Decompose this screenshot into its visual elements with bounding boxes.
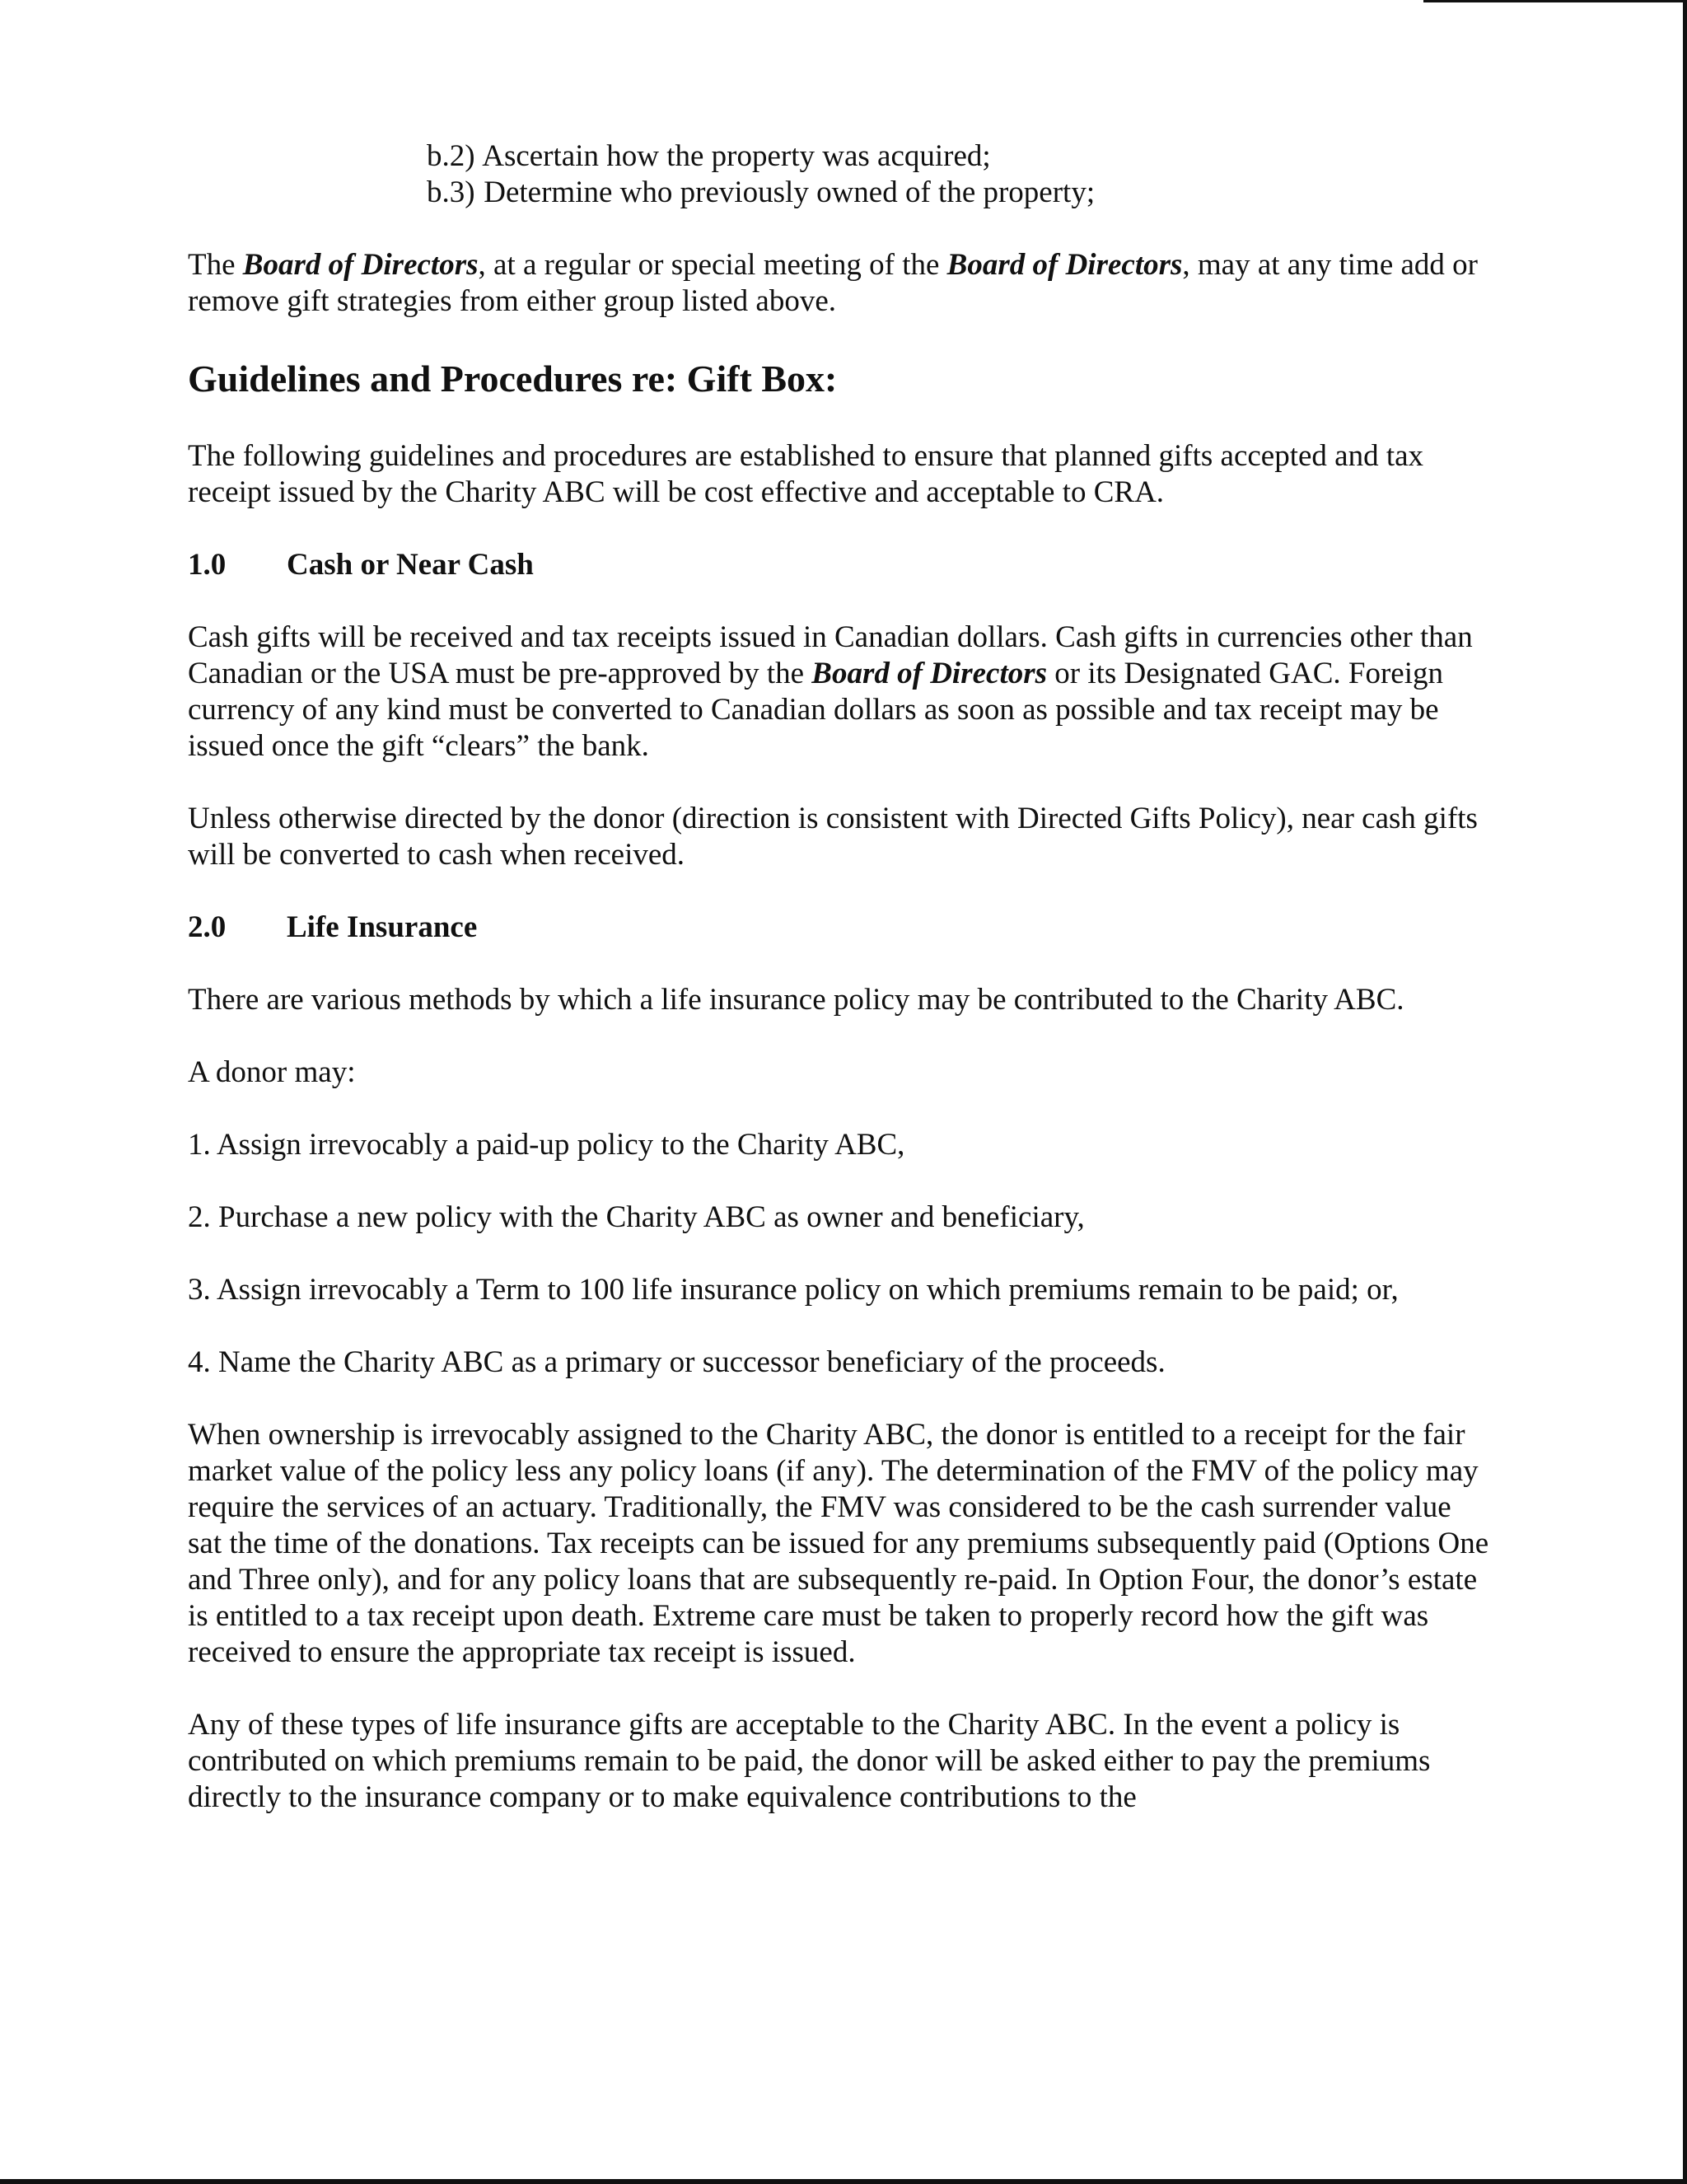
list-item-label: b.3) xyxy=(427,175,475,209)
text-run: , at a regular or special meeting of the xyxy=(478,248,947,282)
board-of-directors-emphasis: Board of Directors xyxy=(946,248,1183,282)
list-item-text: Determine who previously owned of the property; xyxy=(484,175,1096,209)
scan-border-bottom xyxy=(0,2179,1687,2184)
section-number: 1.0 xyxy=(188,548,227,582)
text-run: Cash gifts will be received and tax receipts issued in Canadian dollars. Cash gifts in currencies other than Canadian or the USA must be pre-approved by the xyxy=(188,620,1473,690)
guidelines-heading: Guidelines and Procedures re: Gift Box: xyxy=(188,358,838,400)
list-item-label: b.2) xyxy=(427,139,475,173)
list-item: 1. Assign irrevocably a paid-up policy to the Charity ABC, xyxy=(188,1128,905,1162)
property-sublist xyxy=(427,138,1489,211)
guidelines-paragraph: The following guidelines and procedures are established to ensure that planned gifts accepted and tax receipt issued by the Charity ABC will be cost effective and acceptable to CRA. xyxy=(188,439,1424,509)
list-item xyxy=(427,175,1489,211)
section-title: Life Insurance xyxy=(287,910,478,944)
ownership-paragraph: When ownership is irrevocably assigned to the Charity ABC, the donor is entitled to a receipt for the fair market value of the policy less any policy loans (if any). The determination of the FMV of the policy may require the services of an actuary. Traditionally, the FMV was considered to be the cash surrender value sat the time of the donations. Tax receipts can be issued for any premiums subsequently paid (Options One and Three only), and for any policy loans that are subsequently re-paid. In Option Four, the donor’s estate is entitled to a tax receipt upon death. Extreme care must be taken to properly record how the gift was received to ensure the appropriate tax receipt is issued. xyxy=(188,1418,1489,1669)
list-item: 3. Assign irrevocably a Term to 100 life insurance policy on which premiums remain to be paid; or, xyxy=(188,1273,1399,1307)
section-number: 2.0 xyxy=(188,910,227,944)
list-item: 4. Name the Charity ABC as a primary or successor beneficiary of the proceeds. xyxy=(188,1345,1166,1379)
acceptable-gifts-paragraph: Any of these types of life insurance gifts are acceptable to the Charity ABC. In the event a policy is contributed on which premiums remain to be paid, the donor will be asked either to pay the premiums directly to the insurance company or to make equivalence contributions to the xyxy=(188,1708,1431,1814)
donor-may-label: A donor may: xyxy=(188,1055,356,1089)
section-heading-cash xyxy=(188,547,1489,583)
board-of-directors-emphasis: Board of Directors xyxy=(242,248,479,282)
board-of-directors-emphasis: Board of Directors xyxy=(811,657,1048,690)
document-page xyxy=(188,138,1489,1852)
section-heading-life-insurance xyxy=(188,910,1489,946)
scan-border-right xyxy=(1683,0,1687,2184)
scan-border-top xyxy=(1423,0,1687,2)
list-item-text: Ascertain how the property was acquired; xyxy=(482,139,991,173)
list-item xyxy=(427,138,1489,175)
life-insurance-intro: There are various methods by which a life insurance policy may be contributed to the Charity ABC. xyxy=(188,983,1404,1017)
board-paragraph xyxy=(188,247,1489,320)
section-title: Cash or Near Cash xyxy=(287,548,534,582)
cash-paragraph-2: Unless otherwise directed by the donor (direction is consistent with Directed Gifts Policy), near cash gifts will be converted to cash when received. xyxy=(188,802,1478,872)
text-run: or its Designated GAC. Foreign currency of any kind must be converted to Canadian dollars as soon as possible and tax receipt may be issued once the gift “clears” the bank. xyxy=(188,657,1443,763)
text-run: , may at any time add or remove gift strategies from either group listed above. xyxy=(188,248,1478,318)
list-item: 2. Purchase a new policy with the Charity ABC as owner and beneficiary, xyxy=(188,1200,1085,1234)
cash-paragraph-1 xyxy=(188,620,1489,765)
text-run: The xyxy=(188,248,243,282)
